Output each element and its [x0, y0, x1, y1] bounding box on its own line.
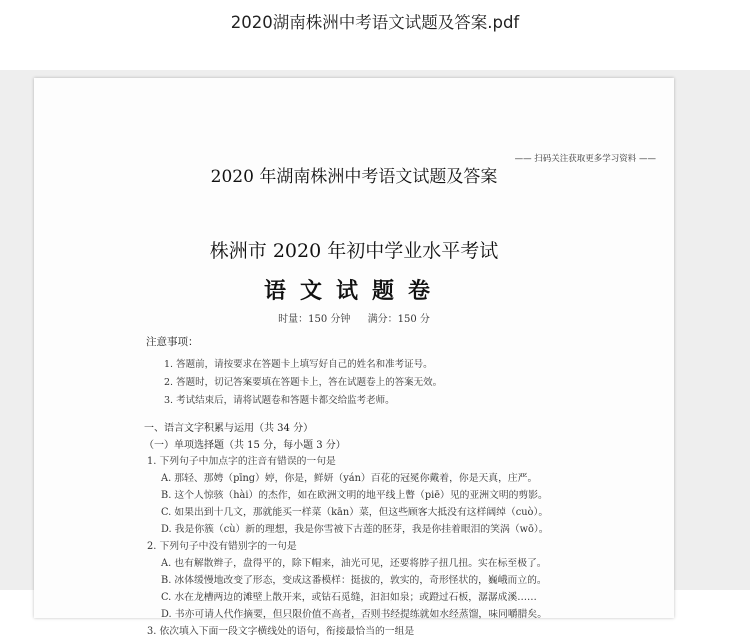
file-title: 2020湖南株洲中考语文试题及答案.pdf: [230, 13, 520, 32]
question-option: A. 那轻、那娉（pīng）婷，你是，鲜妍（yán）百花的冠冕你戴着，你是天真，庄严。: [161, 473, 538, 484]
question-option: D. 我是你簇（cù）新的理想，我是你雪被下古莲的胚芽，我是你挂着眼泪的笑涡（wō）。: [161, 524, 549, 535]
note-item: 3. 考试结束后，请将试题卷和答题卡都交给监考老师。: [164, 395, 395, 406]
title-bar: [0, 0, 750, 70]
question-option: D. 书亦可请人代作摘要，但只限价值不高者，否则书经提练就如水经蒸馏，味同嚼腊矣。: [161, 609, 548, 620]
notes-heading: 注意事项：: [146, 336, 199, 348]
time-limit: 时量：150 分钟: [278, 314, 351, 325]
full-score: 满分：150 分: [367, 314, 430, 325]
time-score-line: [34, 310, 674, 325]
pdf-viewer[interactable]: [0, 70, 750, 637]
subsection-heading: （一）单项选择题（共 15 分，每小题 3 分）: [144, 440, 346, 451]
note-item: 1. 答题前，请按要求在答题卡上填写好自己的姓名和准考证号。: [164, 359, 433, 370]
document-title: 2020 年湖南株洲中考语文试题及答案: [210, 167, 498, 187]
paper-title: 语文试题卷: [263, 278, 444, 304]
banner-text: —— 扫码关注获取更多学习资料 ——: [514, 154, 656, 164]
question-stem: 1. 下列句子中加点字的注音有错误的一句是: [147, 456, 336, 467]
section-heading: 一、语言文字积累与运用（共 34 分）: [144, 423, 314, 434]
question-stem: 3. 依次填入下面一段文字横线处的语句，衔接最恰当的一组是: [147, 626, 415, 637]
pdf-page: [34, 78, 674, 637]
question-stem: 2. 下列句子中没有错别字的一句是: [147, 541, 297, 552]
question-option: B. 冰体缓慢地改变了形态，变成这番模样：挺拔的，敦实的，奇形怪状的，巍峨而立的。: [161, 575, 547, 586]
exam-title: 株洲市 2020 年初中学业水平考试: [209, 240, 499, 262]
question-option: C. 水在龙槽两边的滩壁上散开来，或钻石觅缝，汩汩如泉；或蹬过石板，潺潺成溪……: [161, 592, 537, 603]
note-item: 2. 答题时，切记答案要填在答题卡上，答在试题卷上的答案无效。: [164, 377, 443, 388]
question-option: A. 也有解散辫子，盘得平的，除下帽来，油光可见，还要将脖子扭几扭。实在标至极了。: [161, 558, 547, 569]
question-option: C. 如果出到十几文，那就能买一样菜（kān）菜，但这些顾客大抵没有这样阔绰（cuò）。: [161, 507, 549, 518]
question-option: B. 这个人惊骇（hài）的杰作，如在欧洲文明的地平线上瞥（piē）见的亚洲文明的剪影。: [161, 490, 548, 501]
